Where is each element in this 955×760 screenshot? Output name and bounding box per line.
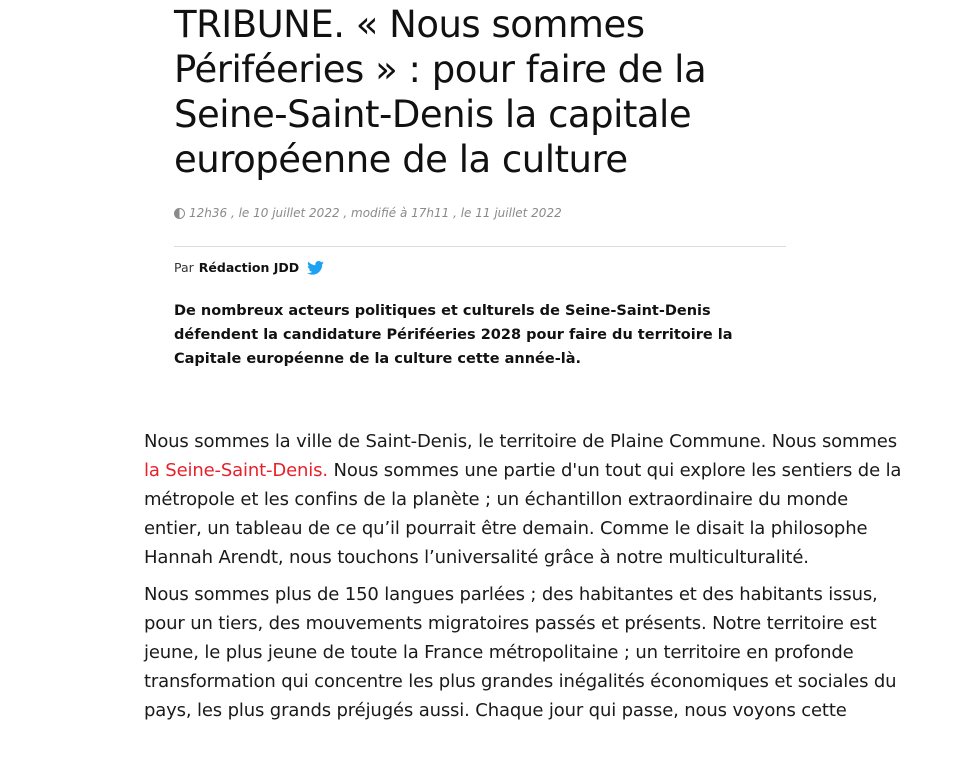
author-prefix: Par: [174, 260, 194, 275]
article-title: TRIBUNE. « Nous sommes Périféeries » : pour faire de la Seine-Saint-Denis la capitale européenne de la culture: [174, 3, 707, 181]
body-paragraph-1: [144, 427, 904, 572]
paragraph-text: Nous sommes une partie d'un tout qui explore les sentiers de la métropole et les confins de la planète ; un échantillon extraordinaire du monde entier, un tableau de ce qu’il pourrait être demain. Comme le disait la philosophe Hannah Arendt, nous touchons l’universalité grâce à notre multiculturalité.: [144, 460, 902, 568]
author-name-link[interactable]: Rédaction JDD: [198, 260, 300, 275]
header-divider: [174, 246, 786, 247]
author-line: [174, 260, 786, 275]
article-body: [144, 427, 904, 733]
article-header: [174, 0, 786, 371]
clock-icon: [174, 208, 185, 219]
twitter-icon[interactable]: [307, 261, 324, 275]
publish-date: 12h36 , le 10 juillet 2022 , modifié à 17h11 , le 11 juillet 2022: [189, 206, 562, 220]
article-meta: [174, 206, 786, 220]
article-lede: De nombreux acteurs politiques et culturels de Seine-Saint-Denis défendent la candidature Périféeries 2028 pour faire du territoire la Capitale européenne de la culture cette année-là.: [174, 303, 733, 367]
seine-saint-denis-link[interactable]: la Seine-Saint-Denis.: [144, 460, 328, 481]
paragraph-text: Nous sommes la ville de Saint-Denis, le territoire de Plaine Commune. Nous sommes: [144, 431, 897, 452]
body-paragraph-2: Nous sommes plus de 150 langues parlées ; des habitantes et des habitants issus, pour un tiers, des mouvements migratoires passés et présents. Notre territoire est jeune, le plus jeune de toute la France métropolitaine ; un territoire en profonde transformation qui concentre les plus grandes inégalités économiques et sociales du pays, les plus grands préjugés aussi. Chaque jour qui passe, nous voyons cette: [144, 584, 897, 721]
